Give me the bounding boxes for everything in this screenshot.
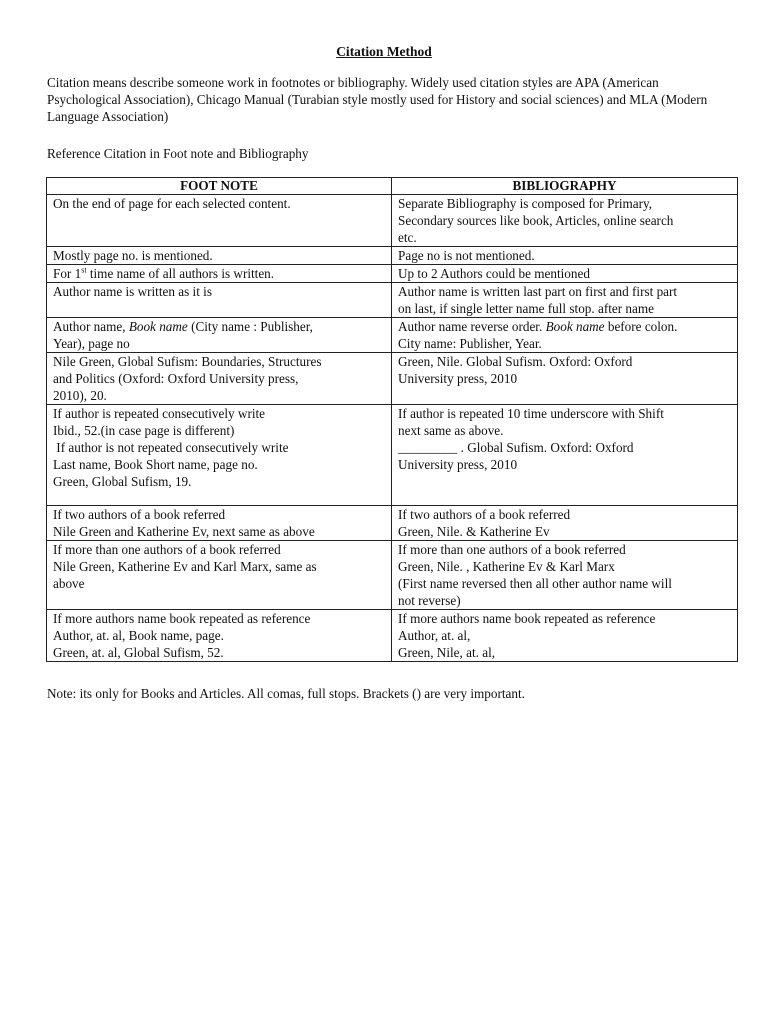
table-row <box>47 610 738 662</box>
cell-line: Last name, Book Short name, page no. <box>53 457 258 472</box>
citation-table <box>46 177 738 662</box>
cell-bibliography <box>392 405 738 506</box>
cell-line: Green, Global Sufism, 19. <box>53 474 192 489</box>
cell-line: If more than one authors of a book referred <box>53 542 281 557</box>
cell-line: 2010), 20. <box>53 388 107 403</box>
cell-bibliography <box>392 610 738 662</box>
cell-line: etc. <box>398 230 417 245</box>
cell-line: Author, at. al, Book name, page. <box>53 628 224 643</box>
cell-line: Author name, Book name (City name : Publisher, <box>53 319 313 334</box>
cell-footnote <box>47 195 392 247</box>
cell-line: _________ . Global Sufism. Oxford: Oxford <box>398 440 634 455</box>
cell-line: Up to 2 Authors could be mentioned <box>398 266 590 281</box>
table-row <box>47 195 738 247</box>
cell-line: If more authors name book repeated as reference <box>53 611 311 626</box>
cell-line: On the end of page for each selected content. <box>53 196 291 211</box>
cell-line: If two authors of a book referred <box>398 507 571 522</box>
cell-line: Secondary sources like book, Articles, online search <box>398 213 674 228</box>
cell-line: Green, Nile. , Katherine Ev & Karl Marx <box>398 559 615 574</box>
table-header-row <box>47 178 738 195</box>
cell-line: next same as above. <box>398 423 504 438</box>
cell-bibliography <box>392 353 738 405</box>
cell-line: Green, Nile. Global Sufism. Oxford: Oxford <box>398 354 633 369</box>
cell-footnote <box>47 405 392 506</box>
cell-bibliography <box>392 506 738 541</box>
cell-footnote <box>47 610 392 662</box>
cell-line: Page no is not mentioned. <box>398 248 535 263</box>
cell-bibliography <box>392 283 738 318</box>
cell-footnote <box>47 541 392 610</box>
table-row <box>47 506 738 541</box>
cell-line: Author name is written as it is <box>53 284 212 299</box>
cell-line: For 1st time name of all authors is written. <box>53 265 275 281</box>
cell-line: If author is not repeated consecutively write <box>53 440 289 455</box>
cell-line: If more authors name book repeated as reference <box>398 611 656 626</box>
cell-line: City name: Publisher, Year. <box>398 336 542 351</box>
table-row <box>47 318 738 353</box>
cell-footnote <box>47 283 392 318</box>
header-bibliography: BIBLIOGRAPHY <box>392 178 738 195</box>
table-row <box>47 541 738 610</box>
cell-line: If more than one authors of a book referred <box>398 542 626 557</box>
cell-line: Author, at. al, <box>398 628 471 643</box>
cell-footnote <box>47 506 392 541</box>
cell-line: Separate Bibliography is composed for Primary, <box>398 196 653 211</box>
cell-line: Year), page no <box>53 336 130 351</box>
book-name-emphasis: Book name <box>128 319 188 334</box>
cell-line: Nile Green, Katherine Ev and Karl Marx, same as <box>53 559 317 574</box>
book-name-emphasis: Book name <box>545 319 605 334</box>
cell-line: Nile Green, Global Sufism: Boundaries, Structures <box>53 354 322 369</box>
cell-line: If author is repeated consecutively write <box>53 406 266 421</box>
footer-note: Note: its only for Books and Articles. All comas, full stops. Brackets () are very important. <box>47 686 525 701</box>
cell-bibliography <box>392 318 738 353</box>
cell-line: If two authors of a book referred <box>53 507 226 522</box>
cell-line: Mostly page no. is mentioned. <box>53 248 213 263</box>
table-row <box>47 283 738 318</box>
cell-footnote <box>47 318 392 353</box>
table-body <box>47 195 738 662</box>
document-title: Citation Method <box>336 44 432 59</box>
cell-line: Author name reverse order. Book name before colon. <box>398 319 678 334</box>
cell-footnote <box>47 247 392 265</box>
cell-bibliography <box>392 265 738 283</box>
ordinal-superscript: st <box>81 265 87 275</box>
table-row <box>47 247 738 265</box>
cell-line: Green, Nile. & Katherine Ev <box>398 524 550 539</box>
cell-footnote <box>47 265 392 283</box>
cell-line: and Politics (Oxford: Oxford University press, <box>53 371 299 386</box>
cell-line: on last, if single letter name full stop. after name <box>398 301 654 316</box>
table-row <box>47 405 738 506</box>
table-caption: Reference Citation in Foot note and Bibliography <box>47 146 309 161</box>
cell-line: not reverse) <box>398 593 461 608</box>
cell-line: Ibid., 52.(in case page is different) <box>53 423 235 438</box>
cell-line: (First name reversed then all other author name will <box>398 576 672 591</box>
cell-line: If author is repeated 10 time underscore with Shift <box>398 406 664 421</box>
cell-line: University press, 2010 <box>398 371 518 386</box>
cell-line: University press, 2010 <box>398 457 518 472</box>
cell-line: above <box>53 576 85 591</box>
cell-bibliography <box>392 247 738 265</box>
cell-line: Green, at. al, Global Sufism, 52. <box>53 645 224 660</box>
cell-line: Author name is written last part on first and first part <box>398 284 678 299</box>
cell-bibliography <box>392 541 738 610</box>
cell-line: Nile Green and Katherine Ev, next same as above <box>53 524 315 539</box>
header-footnote: FOOT NOTE <box>47 178 392 195</box>
table-row <box>47 265 738 283</box>
cell-bibliography <box>392 195 738 247</box>
intro-paragraph: Citation means describe someone work in footnotes or bibliography. Widely used citation styles are APA (American Psychological Association), Chicago Manual (Turabian style mostly used for History and social sciences) and MLA (Modern Language Association) <box>47 75 708 124</box>
cell-line: Green, Nile, at. al, <box>398 645 496 660</box>
cell-footnote <box>47 353 392 405</box>
table-row <box>47 353 738 405</box>
